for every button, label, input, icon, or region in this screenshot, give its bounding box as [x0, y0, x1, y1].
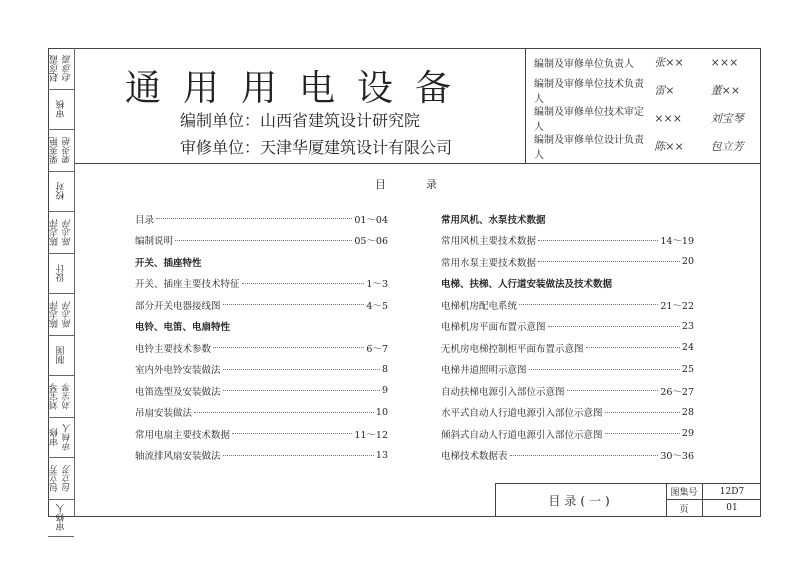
toc-entry-label: 开关、插座特性 [135, 257, 202, 269]
title-block [495, 483, 761, 517]
toc-entry[interactable] [441, 380, 694, 402]
toc-section-heading [441, 208, 694, 230]
toc-entry[interactable] [441, 423, 694, 445]
toc-entry-label: 吊扇安装做法 [135, 408, 193, 420]
toc-entry[interactable] [135, 359, 388, 381]
toc-entry-page: 05～06 [354, 236, 388, 248]
toc-entry[interactable] [441, 251, 694, 273]
toc-left-column [135, 208, 388, 466]
sidebar-signature: 包立芳 [61, 458, 75, 499]
toc-entry[interactable] [135, 337, 388, 359]
toc-entry-label: 倾斜式自动人行道电源引入部位示意图 [441, 429, 603, 441]
sidebar-cell [48, 90, 74, 130]
sidebar-role: 审核 [56, 100, 67, 119]
toc-entry[interactable] [135, 294, 388, 316]
toc-entry-page: 24 [681, 342, 694, 354]
dot-leader [194, 412, 374, 413]
toc-entry[interactable] [135, 402, 388, 424]
toc-entry-label: 无机房电梯控制柜平面布置示意图 [441, 343, 584, 355]
sidebar-signature: 审核人 [61, 418, 75, 457]
toc-entry-page: 30～36 [660, 451, 694, 463]
toc-right-column [441, 208, 694, 466]
toc-entry-page: 01～04 [354, 214, 388, 226]
sidebar-cell [48, 294, 74, 336]
signature: 董×× [710, 84, 741, 97]
toc-entry-page: 1～3 [366, 279, 388, 291]
responsible-persons [525, 48, 761, 163]
sidebar-role: 审修 [49, 428, 60, 447]
sidebar-role: 制图 [56, 346, 67, 365]
sheet-name: 目录(一) [496, 484, 667, 517]
toc-entry-label: 电铃、电笛、电扇特性 [135, 322, 231, 334]
sidebar-cell [48, 254, 74, 294]
toc-entry[interactable] [441, 230, 694, 252]
sidebar-signature: 陈志萍 [61, 294, 75, 335]
header-divider [75, 163, 761, 164]
signature: 包立芳 [710, 140, 744, 153]
sidebar-signature: 栗英艳 [61, 130, 75, 171]
toc-entry[interactable] [135, 445, 388, 467]
toc-entry-label: 电梯井道照明示意图 [441, 365, 527, 377]
dot-leader [538, 240, 658, 241]
dot-leader [223, 369, 380, 370]
toc-entry-label: 部分开关电器接线图 [135, 300, 221, 312]
toc-entry-label: 常用风机主要技术数据 [441, 236, 537, 248]
page-title: 通用用电设备 [125, 68, 474, 109]
sidebar-signature: 刘宝琴 [61, 376, 75, 417]
toc-entry-label: 常用电扇主要技术数据 [135, 429, 231, 441]
toc-entry-label: 水平式自动人行道电源引入部位示意图 [441, 408, 603, 420]
toc-entry[interactable] [135, 208, 388, 230]
page-number: 01 [726, 503, 738, 513]
toc-entry-page: 10 [375, 406, 388, 418]
signature: 陈×× [654, 140, 684, 153]
sidebar-cell [48, 376, 74, 418]
toc-entry-label: 轴流排风扇安装做法 [135, 451, 221, 463]
toc-entry-page: 23 [681, 320, 694, 332]
sidebar-cell [48, 212, 74, 254]
toc-entry[interactable] [441, 445, 694, 467]
sidebar-role: 刘宝琴 [49, 383, 60, 410]
dot-leader [223, 304, 365, 305]
sidebar-role: 设计 [56, 264, 67, 283]
signature: 刘宝琴 [710, 112, 744, 125]
revising-unit: 审修单位：天津华厦建筑设计有限公司 [180, 138, 453, 157]
toc-entry[interactable] [135, 423, 388, 445]
responsible-row [526, 104, 761, 132]
sidebar-cell [48, 458, 74, 500]
sidebar-role: 赵彦霞 [49, 55, 60, 82]
toc-section-heading [135, 251, 388, 273]
signature: 张×× [654, 56, 684, 69]
dot-leader [232, 433, 352, 434]
dot-leader [605, 433, 680, 434]
responsible-role: 编制及审修单位技术审定人 [534, 107, 644, 133]
compiling-unit: 编制单位：山西省建筑设计研究院 [180, 111, 421, 130]
sidebar-role: 陈志萍 [49, 219, 60, 246]
toc-entry-page: 8 [381, 363, 388, 375]
toc-entry-label: 目录 [135, 214, 155, 226]
toc-entry[interactable] [441, 359, 694, 381]
toc-entry-page: 28 [681, 406, 694, 418]
page-label: 页 [666, 500, 703, 516]
responsible-role: 编制及审修单位技术负责人 [534, 79, 644, 105]
toc-entry-label: 开关、插座主要技术特征 [135, 279, 240, 291]
sidebar-cell [48, 336, 74, 376]
toc-entry[interactable] [441, 294, 694, 316]
signature: ××× [710, 55, 739, 69]
dot-leader [567, 390, 659, 391]
toc-entry-label: 电笛选型及安装做法 [135, 386, 221, 398]
sidebar-role: 包立芳 [49, 465, 60, 492]
toc-entry-page: 26～27 [660, 386, 694, 398]
toc-entry[interactable] [135, 273, 388, 295]
toc-entry-label: 室内外电铃安装做法 [135, 365, 221, 377]
toc-entry-page: 20 [681, 256, 694, 268]
sidebar-role: 陈志萍 [49, 301, 60, 328]
sidebar-role: 校对 [56, 182, 67, 201]
dot-leader [538, 261, 680, 262]
sidebar-signature: 赵彦霞 [61, 48, 75, 89]
toc-entry-label: 电铃主要技术参数 [135, 343, 212, 355]
toc-entry-label: 电梯技术数据表 [441, 451, 508, 463]
responsible-row [526, 76, 761, 104]
toc-entry-page: 4～5 [366, 300, 388, 312]
responsible-row [526, 48, 761, 76]
toc-entry[interactable] [441, 337, 694, 359]
dot-leader [223, 455, 374, 456]
atlas-label: 图集号 [666, 484, 703, 500]
toc-title: 目录 [375, 178, 477, 191]
dot-leader [510, 455, 659, 456]
toc-section-heading [441, 273, 694, 295]
sidebar-signature: 陈志萍 [61, 212, 75, 253]
dot-leader [242, 283, 365, 284]
toc-entry-page: 6～7 [366, 343, 388, 355]
dot-leader [586, 347, 680, 348]
sidebar-cell [48, 172, 74, 212]
toc-entry-page: 14～19 [660, 236, 694, 248]
signature: ××× [654, 111, 682, 125]
dot-leader [529, 369, 680, 370]
toc-entry-page: 29 [681, 428, 694, 440]
sidebar-cell [48, 500, 74, 537]
toc-entry[interactable] [135, 380, 388, 402]
responsible-row [526, 132, 761, 160]
approval-sidebar [48, 48, 75, 532]
toc-entry-page: 9 [381, 385, 388, 397]
toc-section-heading [135, 316, 388, 338]
toc-entry-label: 常用水泵主要技术数据 [441, 257, 537, 269]
toc-entry-page: 21～22 [660, 300, 694, 312]
toc-entry-label: 电梯、扶梯、人行道安装做法及技术数据 [441, 279, 613, 291]
dot-leader [519, 304, 658, 305]
toc-entry-page: 11～12 [354, 429, 388, 441]
sidebar-cell [48, 48, 74, 90]
toc-entry-label: 电梯机房平面布置示意图 [441, 322, 546, 334]
dot-leader [223, 390, 380, 391]
sidebar-cell [48, 130, 74, 172]
responsible-role: 编制及审修单位设计负责人 [534, 135, 644, 161]
toc-entry[interactable] [441, 316, 694, 338]
sidebar-role: 栗英艳 [49, 137, 60, 164]
toc-entry-page: 13 [375, 449, 388, 461]
dot-leader [213, 347, 364, 348]
toc-entry-label: 电梯机房配电系统 [441, 300, 518, 312]
toc-entry[interactable] [441, 402, 694, 424]
dot-leader [175, 240, 352, 241]
responsible-role: 编制及审修单位负责人 [534, 58, 634, 70]
signature: 雷× [654, 84, 675, 97]
dot-leader [605, 412, 680, 413]
toc-entry-page: 25 [681, 363, 694, 375]
sidebar-role: 审修人 [56, 504, 67, 532]
atlas-number: 12D7 [703, 484, 761, 500]
toc-entry[interactable] [135, 230, 388, 252]
toc-entry-label: 自动扶梯电源引入部位示意图 [441, 386, 565, 398]
dot-leader [548, 326, 680, 327]
sidebar-cell [48, 418, 74, 458]
toc-entry-label: 常用风机、水泵技术数据 [441, 214, 546, 226]
toc-entry-label: 编制说明 [135, 236, 174, 248]
dot-leader [156, 218, 352, 219]
